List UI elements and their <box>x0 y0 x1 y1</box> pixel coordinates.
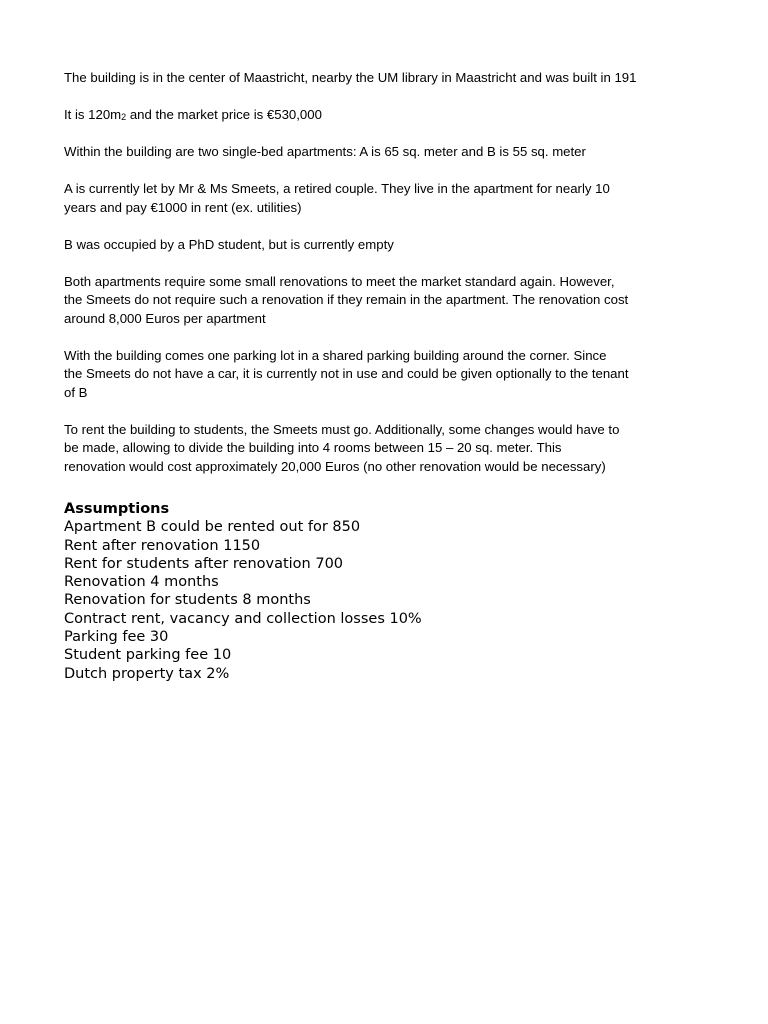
assumption-item: Apartment B could be rented out for 850 <box>64 519 361 536</box>
paragraph-tenant-a: A is currently let by Mr & Ms Smeets, a retired couple. They live in the apartment for nearly 10 years and pay €1000 in rent (ex. utilities) <box>64 181 610 215</box>
assumption-item: Parking fee 30 <box>64 629 169 646</box>
paragraph-tenant-b: B was occupied by a PhD student, but is currently empty <box>64 236 394 252</box>
size-text: It is 120m <box>64 107 122 122</box>
assumption-item: Dutch property tax 2% <box>64 665 230 682</box>
paragraph-size-price <box>64 106 704 125</box>
document-body <box>64 69 704 683</box>
size-subscript: 2 <box>121 112 127 122</box>
paragraph-apartments: Within the building are two single-bed apartments: A is 65 sq. meter and B is 55 sq. meter <box>64 144 586 159</box>
assumptions-section <box>64 500 704 683</box>
assumption-item: Renovation for students 8 months <box>64 592 311 609</box>
assumption-item: Renovation 4 months <box>64 574 219 591</box>
paragraph-parking: With the building comes one parking lot in a shared parking building around the corner. Since the Smeets do not have a car, it is currently not in use and could be given optionally to the tenant of B <box>64 347 629 400</box>
paragraph-building-location: The building is in the center of Maastricht, nearby the UM library in Maastricht and was built in 191 <box>64 70 637 85</box>
paragraph-renovations: Both apartments require some small renovations to meet the market standard again. However, the Smeets do not require such a renovation if they remain in the apartment. The renovation cost around 8,000 Euros per apartment <box>64 273 629 326</box>
assumption-item: Contract rent, vacancy and collection losses 10% <box>64 610 422 627</box>
assumption-item: Student parking fee 10 <box>64 647 232 664</box>
assumption-item: Rent for students after renovation 700 <box>64 555 344 572</box>
price-text: and the market price is €530,000 <box>126 107 322 122</box>
assumption-item: Rent after renovation 1150 <box>64 537 261 554</box>
paragraph-students: To rent the building to students, the Smeets must go. Additionally, some changes would have to be made, allowing to divide the building into 4 rooms between 15 – 20 sq. meter. This renovation would cost approximately 20,000 Euros (no other renovation would be necessary) <box>64 421 620 474</box>
assumptions-heading: Assumptions <box>64 501 170 517</box>
